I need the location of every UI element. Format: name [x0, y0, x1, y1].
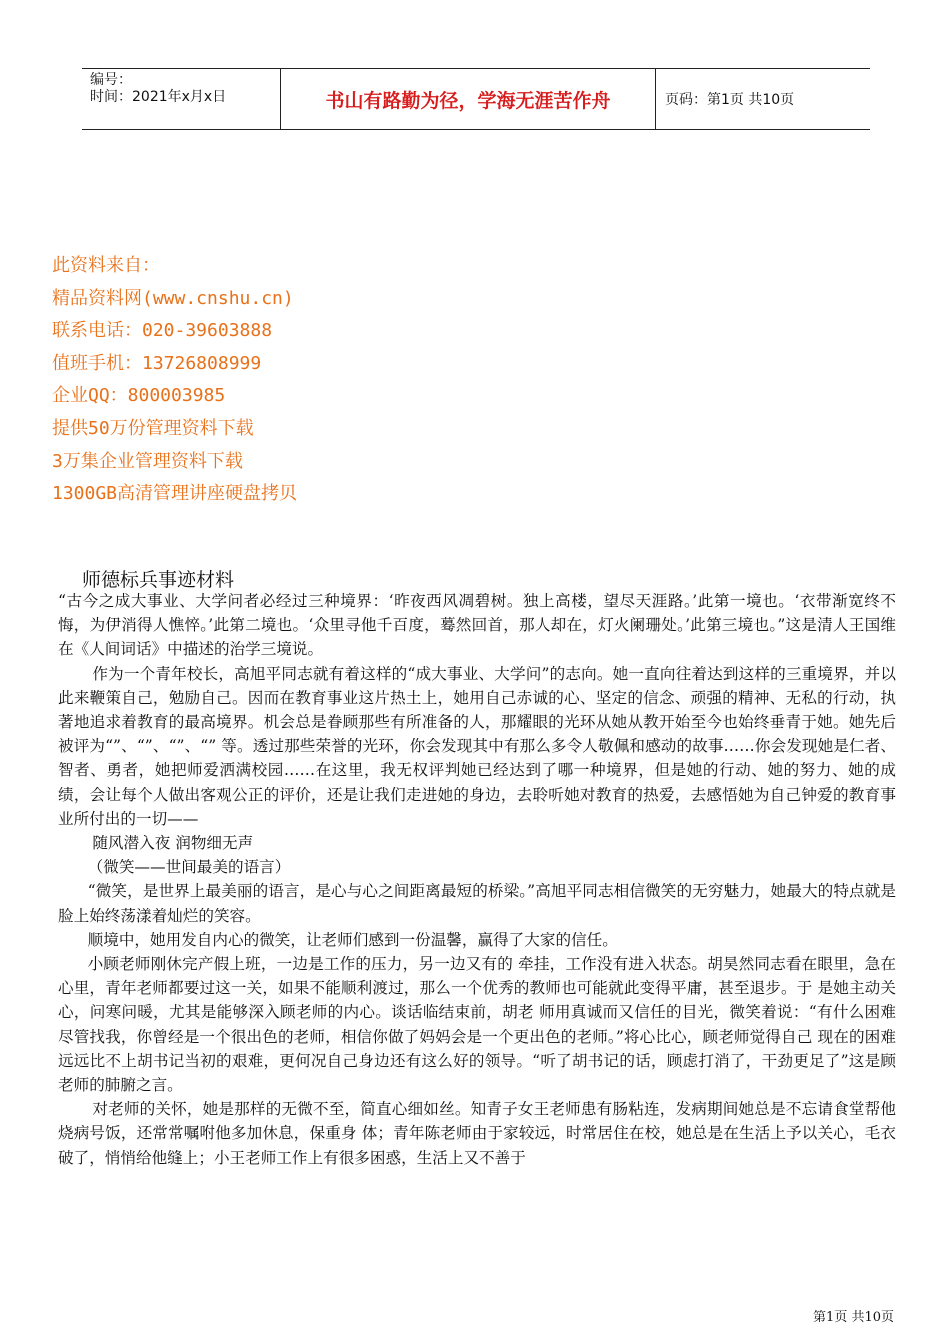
motto: 书山有路勤为径，学海无涯苦作舟 — [281, 69, 656, 129]
info-line: 提供50万份管理资料下载 — [52, 417, 254, 439]
paragraph: 作为一个青年校长，高旭平同志就有着这样的“成大事业、大学问”的志向。她一直向往着达到这样的三重境界，并以此来鞭策自己，勉励自己。因而在教育事业这片热土上，她用自己赤诚的心、坚定的信念、顽强的精神、无私的行动，执著地追求着教育的最高境界。机会总是眷顾那些有所准备的人，那耀眼的光环从她从教开始至今也始终垂青于她。她先后被评为“”、“”、“”、“” 等。透过那些荣誉的光环，你会发现其中有那么多令人敬佩和感动的故事……你会发现她是仁者、智者、勇者，她把师爱洒满校园……在这里，我无权评判她已经达到了哪一种境界，但是她的行动、她的努力、她的成绩，会让每个人做出客观公正的评价，还是让我们走进她的身边，去聆听她对教育的热爱，去感悟她为自己钟爱的教育事业所付出的一切—— — [58, 664, 896, 828]
info-line: 联系电话：020-39603888 — [52, 320, 273, 342]
info-line: 1300GB高清管理讲座硬盘拷贝 — [52, 483, 298, 505]
info-line: 精品资料网(www.cnshu.cn) — [52, 287, 294, 309]
subheading: （微笑——世间最美的语言） — [87, 858, 291, 877]
date-label: 时间：2021年x月x日 — [90, 89, 227, 105]
page-label: 页码：第1页 共10页 — [665, 92, 795, 108]
info-line: 企业QQ：800003985 — [52, 385, 226, 407]
source-info-block — [52, 250, 297, 511]
page-footer: 第1页 共10页 — [813, 1310, 894, 1325]
paragraph: 对老师的关怀，她是那样的无微不至，简直心细如丝。知青子女王老师患有肠粘连，发病期间她总是不忘请食堂帮他烧病号饭，还常常嘱咐他多加休息，保重身 体；青年陈老师由于家较远，时常居住在校，她总是在生活上予以关心，毛衣破了，悄悄给他缝上；小王老师工作上有很多困惑，生活上又不善于 — [58, 1100, 896, 1167]
paragraph: “微笑，是世界上最美丽的语言，是心与心之间距离最短的桥梁。”高旭平同志相信微笑的无穷魅力，她最大的特点就是脸上始终荡漾着灿烂的笑容。 — [58, 882, 896, 925]
header-table — [82, 68, 870, 130]
document-title: 师德标兵事迹材料 — [82, 569, 235, 591]
info-line: 此资料来自： — [52, 255, 160, 276]
info-line: 3万集企业管理资料下载 — [52, 450, 243, 472]
document-body — [58, 589, 896, 1170]
number-label: 编号： — [90, 72, 132, 88]
header-meta-cell — [82, 69, 281, 129]
paragraph: “古今之成大事业、大学问者必经过三种境界：‘昨夜西风凋碧树。独上高楼，望尽天涯路。’此第一境也。‘衣带渐宽终不悔，为伊消得人憔悴。’此第二境也。‘众里寻他千百度，蓦然回首，那人却在，灯火阑珊处。’此第三境也。”这是清人王国维在《人间词话》中描述的治学三境说。 — [58, 592, 896, 659]
paragraph: 小顾老师刚休完产假上班，一边是工作的压力，另一边又有的 牵挂，工作没有进入状态。胡昊然同志看在眼里，急在心里，青年老师都要过这一关，如果不能顺利渡过，那么一个优秀的教师也可能就此变得平庸，甚至退步。于 是她主动关心，问寒问暖，尤其是能够深入顾老师的内心。谈话临结束前，胡老 师用真诚而又信任的目光，微笑着说：“有什么困难尽管找我，你曾经是一个很出色的老师，相信你做了妈妈会是一个更出色的老师。”将心比心，顾老师觉得自己 现在的困难远远比不上胡书记当初的艰难，更何况自己身边还有这么好的领导。“听了胡书记的话，顾虑打消了，干劲更足了”这是顾老师的肺腑之言。 — [58, 955, 896, 1095]
paragraph: 顺境中，她用发自内心的微笑，让老师们感到一份温馨，赢得了大家的信任。 — [87, 930, 618, 949]
subheading: 随风潜入夜 润物细无声 — [92, 834, 254, 853]
info-line: 值班手机：13726808999 — [52, 352, 262, 374]
